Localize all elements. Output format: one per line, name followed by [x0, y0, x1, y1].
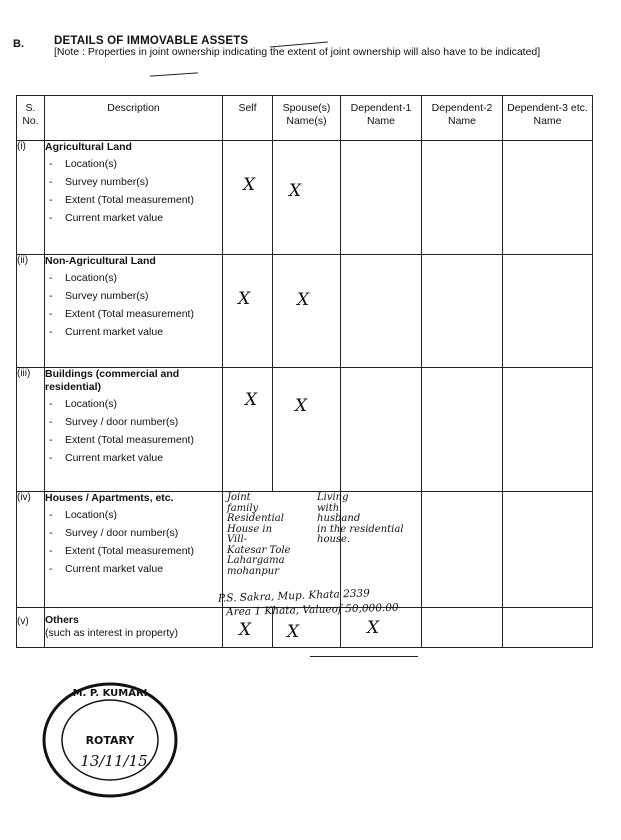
section-number: B.	[13, 38, 24, 50]
spouse-handwritten-entry: Living with husband in the residential house.	[317, 492, 404, 545]
field-label: - Survey / door number(s)	[45, 527, 222, 540]
field-label: - Location(s)	[45, 398, 222, 411]
dependent-2-cell	[422, 368, 503, 492]
field-label: - Survey number(s)	[45, 290, 222, 303]
cross-mark: X	[287, 622, 300, 642]
cross-mark: X	[297, 290, 310, 310]
notary-stamp	[40, 680, 180, 800]
row-description	[45, 368, 223, 492]
dependent-3-cell	[503, 492, 593, 608]
header-dependent-2: Dependent-2 Name	[422, 96, 503, 141]
stamp-date: 13/11/15	[80, 752, 148, 770]
row-subtitle: (such as interest in property)	[45, 627, 179, 639]
dependent-1-cell	[341, 141, 422, 255]
dependent-2-cell	[422, 608, 503, 648]
field-label: - Extent (Total measurement)	[45, 194, 222, 207]
row-title: Houses / Apartments, etc.	[45, 492, 174, 504]
field-label: - Extent (Total measurement)	[45, 434, 222, 447]
row-sno: (v)	[17, 608, 45, 648]
field-label: - Current market value	[45, 452, 222, 465]
handwritten-value-line: Area 1 Khata, Valueof 50,000.00	[225, 601, 399, 619]
header-dependent-1: Dependent-1 Name	[341, 96, 422, 141]
cross-mark: X	[243, 175, 256, 195]
table-row	[17, 368, 593, 492]
row-description	[45, 141, 223, 255]
self-cell	[223, 141, 273, 255]
cross-mark: X	[238, 289, 251, 309]
immovable-assets-table	[16, 95, 593, 648]
handwritten-khata-line: P.S. Sakra, Mup. Khata 2339	[217, 587, 371, 605]
self-cell	[223, 368, 273, 492]
pen-stroke	[310, 656, 418, 657]
header-description: Description	[45, 96, 223, 141]
stamp-center-text: ROTARY	[85, 734, 135, 747]
field-label: - Extent (Total measurement)	[45, 308, 222, 321]
field-label: - Survey number(s)	[45, 176, 222, 189]
dependent-3-cell	[503, 141, 593, 255]
stamp-top-text: M. P. KUMARI	[72, 688, 148, 699]
row-title: Others	[45, 614, 79, 626]
table-row	[17, 255, 593, 368]
spouse-cell	[273, 255, 341, 368]
cross-mark: X	[289, 181, 302, 201]
table-header-row	[17, 96, 593, 141]
row-sno: (i)	[17, 141, 45, 255]
dependent-3-cell	[503, 368, 593, 492]
field-label: - Survey / door number(s)	[45, 416, 222, 429]
dependent-2-cell	[422, 141, 503, 255]
field-label: - Location(s)	[45, 509, 222, 522]
dependent-3-cell	[503, 608, 593, 648]
row-sno: (ii)	[17, 255, 45, 368]
cross-mark: X	[239, 620, 252, 640]
row-title: Agricultural Land	[45, 141, 132, 153]
pen-stroke	[150, 72, 198, 77]
row-description	[45, 255, 223, 368]
field-label: - Extent (Total measurement)	[45, 545, 222, 558]
row-description	[45, 608, 223, 648]
field-label: - Location(s)	[45, 158, 222, 171]
spouse-cell	[273, 141, 341, 255]
section-title: DETAILS OF IMMOVABLE ASSETS	[54, 35, 249, 47]
table-row	[17, 141, 593, 255]
cross-mark: X	[295, 396, 308, 416]
section-note: [Note : Properties in joint ownership indicating the extent of joint ownership will also have to be indicated]	[54, 46, 541, 58]
self-cell	[223, 255, 273, 368]
row-sno: (iv)	[17, 492, 45, 608]
field-label: - Current market value	[45, 326, 222, 339]
row-sno: (iii)	[17, 368, 45, 492]
row-title: Non-Agricultural Land	[45, 255, 156, 267]
header-sno: S. No.	[17, 96, 45, 141]
self-handwritten-entry: Joint family Residential House in Vill- Katesar Tole Lahargama mohanpur	[227, 492, 291, 577]
field-label: - Location(s)	[45, 272, 222, 285]
header-spouse: Spouse(s) Name(s)	[273, 96, 341, 141]
header-dependent-3: Dependent-3 etc. Name	[503, 96, 593, 141]
cross-mark: X	[245, 390, 258, 410]
row-title: Buildings (commercial and residential)	[45, 368, 180, 393]
dependent-1-cell	[341, 255, 422, 368]
row-description	[45, 492, 223, 608]
dependent-3-cell	[503, 255, 593, 368]
field-label: - Current market value	[45, 563, 222, 576]
spouse-cell	[273, 368, 341, 492]
dependent-2-cell	[422, 492, 503, 608]
cross-mark: X	[367, 618, 380, 638]
header-self: Self	[223, 96, 273, 141]
dependent-2-cell	[422, 255, 503, 368]
field-label: - Current market value	[45, 212, 222, 225]
dependent-1-cell	[341, 368, 422, 492]
